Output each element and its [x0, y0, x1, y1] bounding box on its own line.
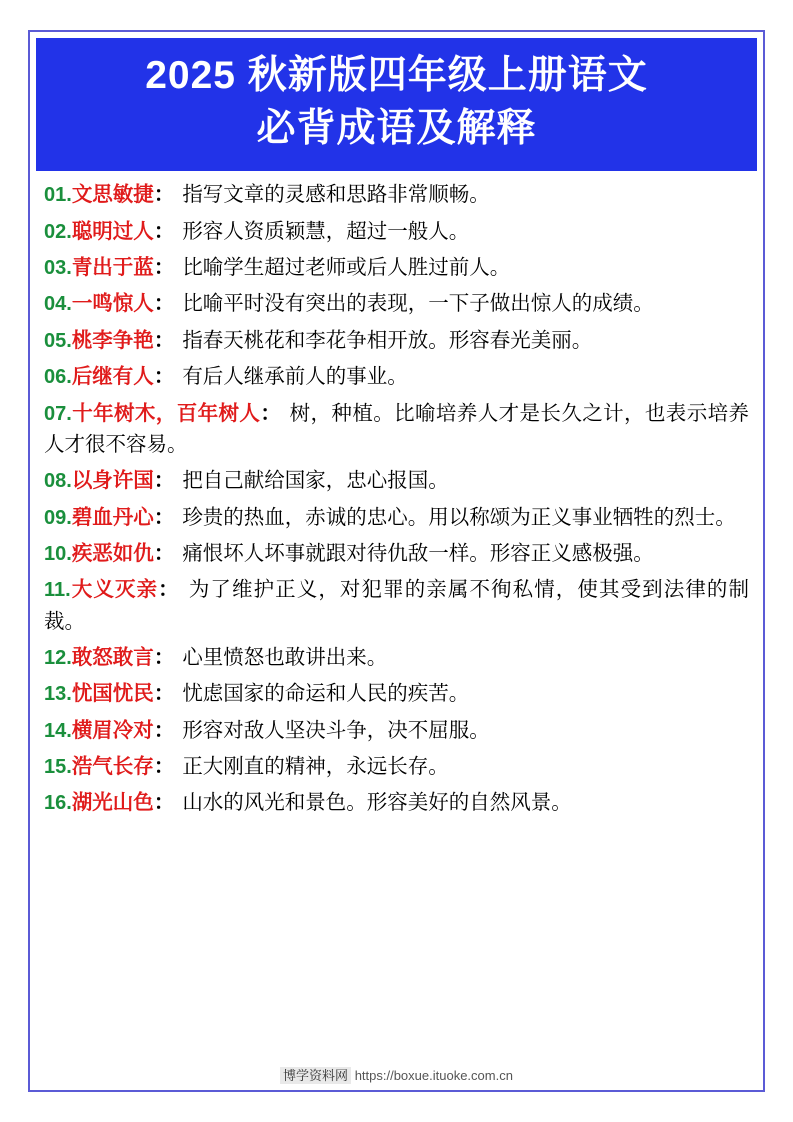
idiom-entry — [44, 288, 749, 319]
idiom-number: 04. — [44, 293, 72, 316]
idiom-definition: 树，种植。比喻培养人才是长久之计，也表示培养人才很不容易。 — [44, 401, 750, 457]
document-page — [28, 30, 765, 1092]
idiom-entry — [44, 361, 749, 392]
idiom-entry — [44, 502, 749, 533]
idiom-term: 大义灭亲 — [70, 578, 159, 602]
watermark-label: 博学资料网 — [280, 1067, 351, 1084]
idiom-definition: 形容对敌人坚决斗争，决不屈服。 — [182, 718, 490, 742]
idiom-entry — [44, 465, 749, 496]
idiom-definition: 忧虑国家的命运和人民的疾苦。 — [182, 682, 470, 706]
idiom-entry — [44, 715, 749, 746]
idiom-definition: 形容人资质颖慧，超过一般人。 — [182, 219, 470, 243]
idiom-number: 06. — [44, 366, 72, 389]
idiom-separator: ： — [153, 718, 175, 742]
idiom-definition: 心里愤怒也敢讲出来。 — [182, 645, 388, 669]
idiom-entry — [44, 398, 749, 461]
idiom-term: 疾恶如仇 — [71, 541, 154, 565]
idiom-term: 文思敏捷 — [71, 183, 154, 207]
idiom-term: 桃李争艳 — [71, 328, 154, 352]
idiom-number: 12. — [44, 646, 72, 669]
idiom-term: 敢怒敢言 — [71, 645, 154, 669]
idiom-entry — [44, 538, 749, 569]
idiom-separator: ： — [153, 682, 175, 706]
idiom-definition: 比喻学生超过老师或后人胜过前人。 — [182, 256, 511, 280]
idiom-number: 14. — [44, 719, 72, 742]
idiom-list — [30, 171, 763, 819]
idiom-separator: ： — [153, 541, 175, 565]
watermark-url: https://boxue.ituoke.com.cn — [354, 1068, 513, 1083]
idiom-number: 03. — [44, 257, 72, 280]
idiom-entry — [44, 751, 749, 782]
idiom-separator: ： — [153, 256, 175, 280]
idiom-number: 02. — [44, 220, 72, 243]
idiom-number: 10. — [44, 542, 72, 565]
idiom-separator: ： — [153, 219, 175, 243]
idiom-number: 15. — [44, 756, 72, 779]
idiom-term: 后继有人 — [71, 365, 154, 389]
idiom-number: 16. — [44, 792, 72, 815]
idiom-number: 07. — [44, 402, 72, 425]
idiom-term: 忧国忧民 — [71, 682, 154, 706]
idiom-entry — [44, 252, 749, 283]
idiom-entry — [44, 642, 749, 673]
idiom-definition: 正大刚直的精神，永远长存。 — [182, 755, 449, 779]
idiom-entry — [44, 574, 749, 637]
idiom-entry — [44, 179, 749, 210]
idiom-number: 01. — [44, 184, 72, 207]
idiom-term: 聪明过人 — [71, 219, 154, 243]
title-line-2: 必背成语及解释 — [256, 106, 537, 150]
idiom-number: 08. — [44, 470, 72, 493]
idiom-separator: ： — [153, 469, 175, 493]
idiom-definition: 珍贵的热血，赤诚的忠心。用以称颂为正义事业牺牲的烈士。 — [182, 505, 736, 529]
idiom-separator: ： — [260, 401, 282, 425]
idiom-definition: 指春天桃花和李花争相开放。形容春光美丽。 — [182, 328, 593, 352]
idiom-term: 浩气长存 — [71, 755, 154, 779]
idiom-term: 湖光山色 — [71, 791, 154, 815]
idiom-number: 11. — [44, 579, 71, 602]
idiom-separator: ： — [153, 183, 175, 207]
idiom-definition: 把自己献给国家，忠心报国。 — [182, 469, 449, 493]
idiom-definition: 为了维护正义，对犯罪的亲属不徇私情，使其受到法律的制裁。 — [44, 578, 750, 633]
idiom-number: 13. — [44, 683, 72, 706]
idiom-number: 05. — [44, 329, 72, 352]
idiom-definition: 比喻平时没有突出的表现，一下子做出惊人的成绩。 — [182, 292, 654, 316]
idiom-term: 一鸣惊人 — [71, 292, 154, 316]
idiom-separator: ： — [153, 791, 175, 815]
idiom-separator: ： — [153, 755, 175, 779]
idiom-entry — [44, 216, 749, 247]
idiom-number: 09. — [44, 506, 72, 529]
idiom-separator: ： — [153, 645, 175, 669]
idiom-definition: 山水的风光和景色。形容美好的自然风景。 — [182, 791, 572, 815]
idiom-term: 碧血丹心 — [71, 505, 154, 529]
page-footer — [30, 1065, 763, 1084]
idiom-entry — [44, 678, 749, 709]
idiom-definition: 有后人继承前人的事业。 — [182, 365, 408, 389]
idiom-entry — [44, 325, 749, 356]
title-line-1: 2025 秋新版四年级上册语文 — [145, 54, 648, 97]
idiom-entry — [44, 787, 749, 818]
idiom-definition: 指写文章的灵感和思路非常顺畅。 — [182, 183, 490, 207]
idiom-separator: ： — [153, 505, 175, 529]
idiom-term: 以身许国 — [71, 469, 154, 493]
title-banner — [36, 38, 757, 171]
idiom-term: 十年树木，百年树人 — [71, 401, 261, 425]
idiom-definition: 痛恨坏人坏事就跟对待仇敌一样。形容正义感极强。 — [182, 541, 654, 565]
idiom-separator: ： — [153, 292, 175, 316]
idiom-separator: ： — [158, 578, 180, 602]
idiom-term: 青出于蓝 — [71, 256, 154, 280]
idiom-term: 横眉冷对 — [71, 718, 154, 742]
idiom-separator: ： — [153, 328, 175, 352]
idiom-separator: ： — [153, 365, 175, 389]
